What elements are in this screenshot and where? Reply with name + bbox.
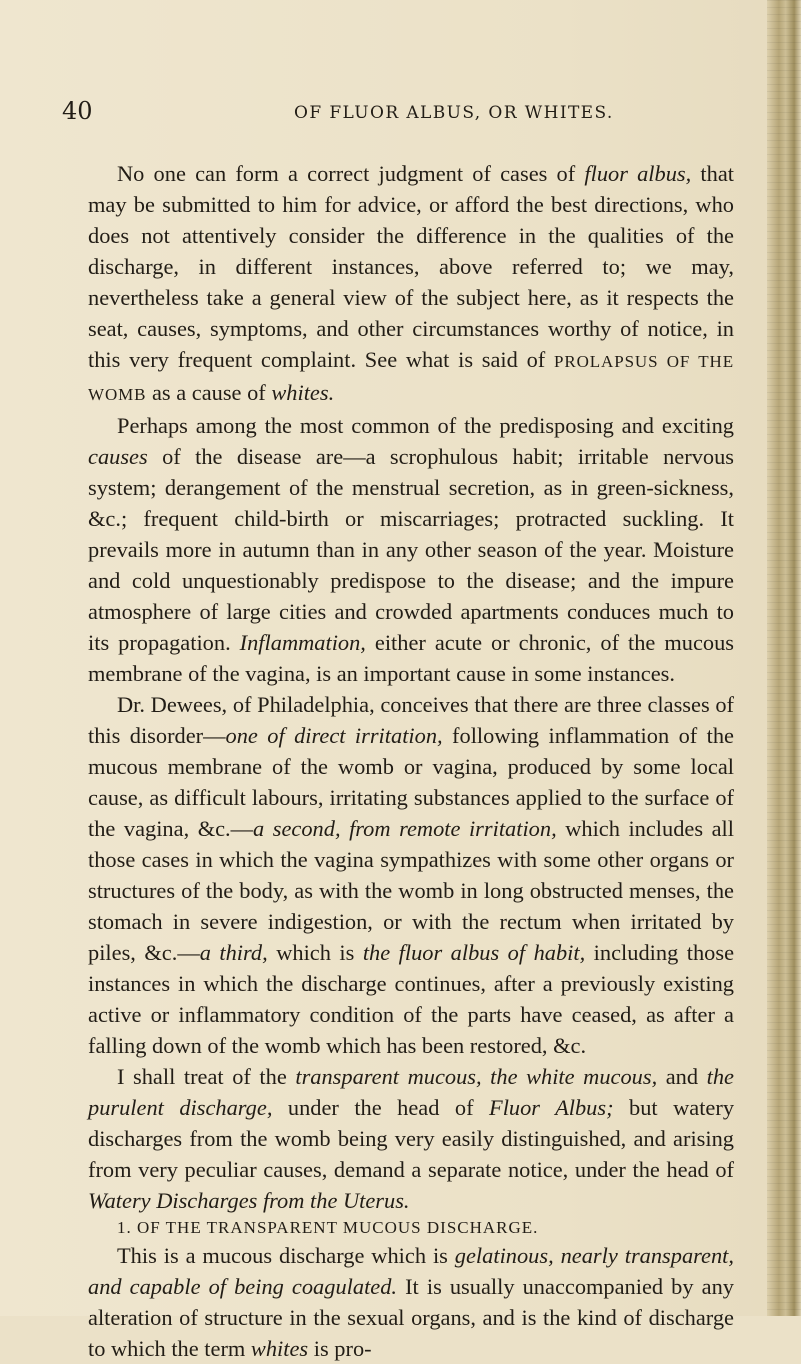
italic-run: whites xyxy=(250,1336,309,1361)
text-run: and xyxy=(657,1064,707,1089)
paragraph-5 xyxy=(88,1240,734,1364)
italic-run: Inflammation, xyxy=(239,630,366,655)
text-run: as a cause of xyxy=(146,380,272,405)
paragraph-1 xyxy=(88,158,734,410)
text-run: which is xyxy=(267,940,363,965)
text-run: Perhaps among the most common of the predisposing and exciting xyxy=(117,413,734,438)
text-run: under the head of xyxy=(272,1095,490,1120)
body-text xyxy=(88,158,734,1364)
page-number: 40 xyxy=(62,97,93,125)
italic-run: Watery Discharges from the Uterus. xyxy=(88,1188,410,1213)
section-heading: 1. OF THE TRANSPARENT MUCOUS DISCHARGE. xyxy=(117,1218,539,1237)
text-run: either acute or chronic, of the mucous membrane of the vagina, is an important cause in some instances. xyxy=(88,630,734,686)
italic-run: whites. xyxy=(271,380,335,405)
italic-run: the purulent discharge, xyxy=(88,1064,734,1120)
text-run: that may be submitted to him for advice, or afford the best directions, who does not attentively consider the difference in the qualities of the discharge, in different instances, above referred to; we may, nevertheless take a general view of the subject here, as it respects the seat, causes, symptoms, and other circumstances worthy of notice, in this very frequent complaint. See what is said of xyxy=(88,161,734,372)
text-run: is pro- xyxy=(308,1336,372,1361)
text-run: following inflammation of the mucous membrane of the womb or vagina, produced by some local cause, as difficult labours, irritating substances applied to the surface of the vagina, &c.— xyxy=(88,723,734,841)
text-run: This is a mucous discharge which is xyxy=(117,1243,455,1268)
text-run: which includes all those cases in which the vagina sympathizes with some other organs or structures of the body, as with the womb in long obstructed menses, the stomach in severe indigestion, or with the rectum when irritated by piles, &c.— xyxy=(88,816,734,965)
italic-run: one of direct irritation, xyxy=(225,723,443,748)
italic-run: gelatinous, nearly transparent, and capable of being coagulated. xyxy=(88,1243,734,1299)
paragraph-2 xyxy=(88,410,734,689)
text-run: of the disease are—a scrophulous habit; irritable nervous system; derangement of the menstrual secretion, as in green-sickness, &c.; frequent child-birth or miscarriages; protracted suckling. It prevails more in autumn than in any other season of the year. Moisture and cold unquestionably predispose to the disease; and the impure atmosphere of large cities and crowded apartments conduces much to its propagation. xyxy=(88,444,734,655)
text-run: Dr. Dewees, of Philadelphia, conceives that there are three classes of this disorder— xyxy=(88,692,734,748)
italic-run: causes xyxy=(88,444,148,469)
small-caps-run: PROLAPSUS OF THE WOMB xyxy=(88,352,734,404)
page-header xyxy=(0,96,760,136)
text-run: It is usually unaccompanied by any alteration of structure in the sexual organs, and is the kind of discharge to which the term xyxy=(88,1274,734,1361)
italic-run: a third, xyxy=(199,940,268,965)
page-edge xyxy=(767,0,801,1316)
text-run: No one can form a correct judgment of cases of xyxy=(117,161,585,186)
italic-run: Fluor Albus; xyxy=(489,1095,614,1120)
text-run: I shall treat of the xyxy=(117,1064,296,1089)
italic-run: the fluor albus of habit, xyxy=(362,940,586,965)
italic-run: fluor albus, xyxy=(584,161,692,186)
paragraph-3 xyxy=(88,689,734,1061)
running-head: OF FLUOR ALBUS, OR WHITES. xyxy=(294,103,614,123)
text-run: but watery discharges from the womb being very easily distinguished, and arising from very peculiar causes, demand a separate notice, under the head of xyxy=(88,1095,735,1182)
italic-run: transparent mucous, the white mucous, xyxy=(295,1064,658,1089)
paragraph-4 xyxy=(88,1061,734,1216)
italic-run: a second, from remote irritation, xyxy=(253,816,557,841)
text-run: including those instances in which the discharge continues, after a previously existing active or inflammatory condition of the parts have ceased, as after a falling down of the womb which has been restored, &c. xyxy=(88,940,735,1058)
